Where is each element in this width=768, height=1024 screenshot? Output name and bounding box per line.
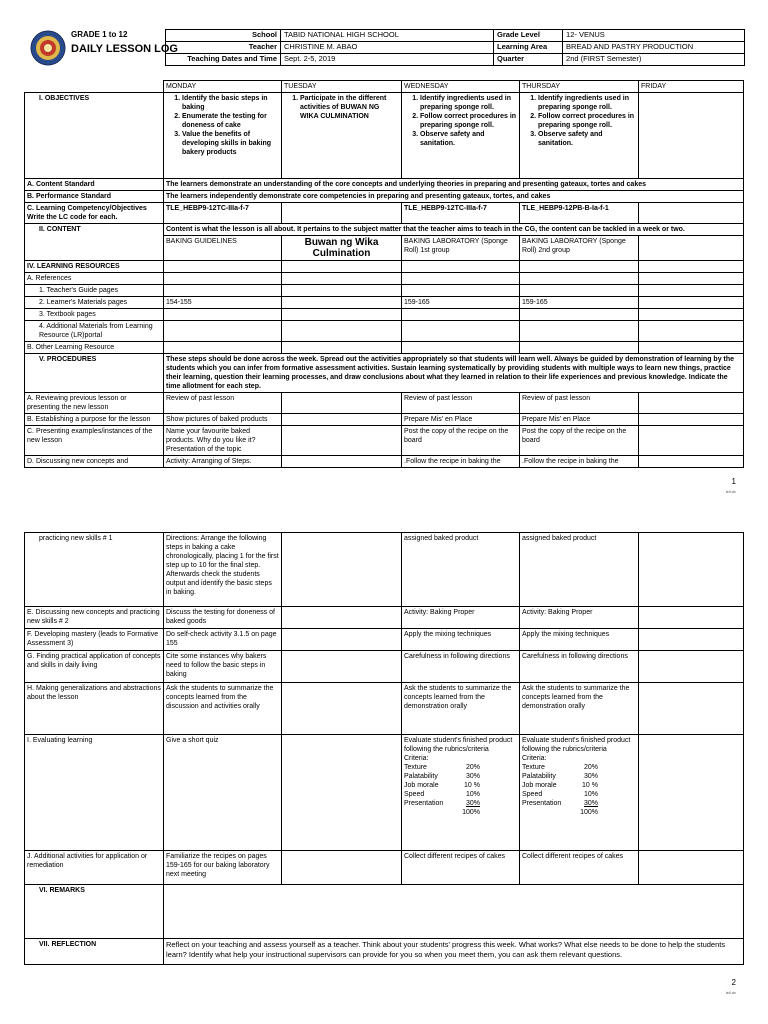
proc-d-label: D. Discussing new concepts and (25, 456, 164, 468)
proc-i-label: I. Evaluating learning (25, 735, 164, 851)
competency-thursday: TLE_HEBP9-12PB-B-Ia-f-1 (520, 203, 639, 224)
reflection-text: Reflect on your teaching and assess yourself as a teacher. Think about your students' progress this week. What works? What else needs to be done to help the students learn? Identify what help your instructional supervisors can provide for you so when you meet them, you can ask them relevant questions. (164, 939, 744, 965)
competency-monday: TLE_HEBP9-12TC-IIIa-f-7 (164, 203, 282, 224)
proc-b-monday: Show pictures of baked products (164, 414, 282, 426)
additional-materials-label: 4. Additional Materials from Learning Resource (LR)portal (25, 321, 164, 342)
page-1 (0, 0, 768, 500)
proc-j-wednesday: Collect different recipes of cakes (402, 851, 520, 885)
footer-mark-2: leli.dv (725, 990, 736, 995)
proc-j-monday: Familiarize the recipes on pages 159-165 for our baking laboratory next meeting (164, 851, 282, 885)
day-tuesday: TUESDAY (282, 81, 402, 93)
proc-g-label: G. Finding practical application of concepts and skills in daily living (25, 651, 164, 683)
proc-g-thursday: Carefulness in following directions (520, 651, 639, 683)
proc-d-monday-directions: Directions: Arrange the following steps in baking a cake chronologically, placing 1 for the first step up to 10 for the final step. Afterwards check the students output and identify the basic steps in baking. (164, 533, 282, 607)
proc-b-label: B. Establishing a purpose for the lesson (25, 414, 164, 426)
proc-h-wednesday: Ask the students to summarize the concepts learned from the demonstration orally (402, 683, 520, 735)
lesson-table-page-2 (24, 532, 744, 965)
competency-wednesday: TLE_HEBP9-12TC-IIIa-f-7 (402, 203, 520, 224)
content-standard-text: The learners demonstrate an understanding of the core concepts and underlying theories in preparing and presenting gateaux, tortes and cakes (164, 179, 744, 191)
competency-label: C. Learning Competency/Objectives Write the LC code for each. (25, 203, 164, 224)
proc-e-thursday: Activity: Baking Proper (520, 607, 639, 629)
proc-h-monday: Ask the students to summarize the concepts learned from the discussion and activities orally (164, 683, 282, 735)
page-number-2: 2 (731, 978, 736, 987)
day-monday: MONDAY (164, 81, 282, 93)
proc-c-monday: Name your favourite baked products. Why do you like it? Presentation of the topic (164, 426, 282, 456)
proc-d-thursday: .Follow the recipe in baking the (520, 456, 639, 468)
proc-f-label: F. Developing mastery (leads to Formative Assessment 3) (25, 629, 164, 651)
proc-e-label: E. Discussing new concepts and practicing new skills # 2 (25, 607, 164, 629)
document-title: DAILY LESSON LOG (71, 43, 178, 55)
learning-area-label: Learning Area (494, 42, 563, 54)
school-value: TABID NATIONAL HIGH SCHOOL (281, 30, 494, 42)
proc-h-thursday: Ask the students to summarize the concepts learned from the demonstration orally (520, 683, 639, 735)
performance-standard-label: B. Performance Standard (25, 191, 164, 203)
proc-f-thursday: Apply the mixing techniques (520, 629, 639, 651)
proc-d-thursday-cont: assigned baked product (520, 533, 639, 607)
proc-a-thursday: Review of past lesson (520, 393, 639, 414)
proc-i-monday: Give a short quiz (164, 735, 282, 851)
header-table (165, 29, 745, 66)
grade-level-label: Grade Level (494, 30, 563, 42)
content-note: Content is what the lesson is all about. It pertains to the subject matter that the teacher aims to teach in the CG, the content can be tackled in a week or two. (164, 224, 744, 236)
content-monday: BAKING GUIDELINES (164, 236, 282, 261)
proc-g-monday: Cite some instances why bakers need to follow the basic steps in baking (164, 651, 282, 683)
page-number-1: 1 (731, 477, 736, 486)
proc-f-wednesday: Apply the mixing techniques (402, 629, 520, 651)
teacher-label: Teacher (166, 42, 281, 54)
proc-d-monday: Activity: Arranging of Steps. (164, 456, 282, 468)
proc-c-label: C. Presenting examples/instances of the new lesson (25, 426, 164, 456)
proc-h-label: H. Making generalizations and abstractions about the lesson (25, 683, 164, 735)
objectives-wednesday: 1. Identify ingredients used in preparing sponge roll. 2. Follow correct procedures in preparing sponge roll. 3. Observe safety and sanitation. (402, 93, 520, 179)
procedures-label: V. PROCEDURES (25, 354, 164, 393)
proc-f-monday: Do self-check activity 3.1.5 on page 155 (164, 629, 282, 651)
proc-d-wednesday-cont: assigned baked product (402, 533, 520, 607)
remarks-label: VI. REMARKS (25, 885, 164, 939)
learning-area-value: BREAD AND PASTRY PRODUCTION (563, 42, 745, 54)
footer-mark-1: leli.dv (725, 489, 736, 494)
content-label: II. CONTENT (25, 224, 164, 261)
remarks-content (164, 885, 744, 939)
lm-pages-monday: 154-155 (164, 297, 282, 309)
proc-b-thursday: Prepare Mis' en Place (520, 414, 639, 426)
objectives-monday: 1. Identify the basic steps in baking 2. Enumerate the testing for doneness of cake 3. Value the benefits of developing skills in baking bakery products (164, 93, 282, 179)
proc-g-wednesday: Carefulness in following directions (402, 651, 520, 683)
quarter-label: Quarter (494, 54, 563, 66)
proc-i-wednesday: Evaluate student's finished product following the rubrics/criteria Criteria: Texture 20% Palatability 30% Job morale 10 % Speed 10% Presentation 30% 100% (402, 735, 520, 851)
proc-c-thursday: Post the copy of the recipe on the board (520, 426, 639, 456)
deped-seal-logo (30, 30, 66, 66)
proc-j-label: J. Additional activities for application or remediation (25, 851, 164, 885)
proc-i-thursday: Evaluate student's finished product following the rubrics/criteria Criteria: Texture 20% Palatability 30% Job morale 10 % Speed 10% Presentation 30% 100% (520, 735, 639, 851)
lm-pages-thursday: 159-165 (520, 297, 639, 309)
content-thursday: BAKING LABORATORY (Sponge Roll) 2nd group (520, 236, 639, 261)
proc-d-label-cont: practicing new skills # 1 (25, 533, 164, 607)
proc-e-monday: Discuss the testing for doneness of baked goods (164, 607, 282, 629)
proc-c-wednesday: Post the copy of the recipe on the board (402, 426, 520, 456)
learners-materials-label: 2. Learner's Materials pages (25, 297, 164, 309)
teacher-value: CHRISTINE M. ABAO (281, 42, 494, 54)
lm-pages-wednesday: 159-165 (402, 297, 520, 309)
content-standard-label: A. Content Standard (25, 179, 164, 191)
proc-d-wednesday: .Follow the recipe in baking the (402, 456, 520, 468)
reflection-label: VII. REFLECTION (25, 939, 164, 965)
teachers-guide-label: 1. Teacher's Guide pages (25, 285, 164, 297)
performance-standard-text: The learners independently demonstrate core competencies in preparing and presenting gateaux, tortes, and cakes (164, 191, 744, 203)
school-label: School (166, 30, 281, 42)
references-label: A. References (25, 273, 164, 285)
content-wednesday: BAKING LABORATORY (Sponge Roll) 1st group (402, 236, 520, 261)
proc-a-label: A. Reviewing previous lesson or presenting the new lesson (25, 393, 164, 414)
textbook-pages-label: 3. Textbook pages (25, 309, 164, 321)
dates-label: Teaching Dates and Time (166, 54, 281, 66)
proc-e-wednesday: Activity: Baking Proper (402, 607, 520, 629)
other-resources-label: B. Other Learning Resource (25, 342, 164, 354)
objectives-label: I. OBJECTIVES (25, 93, 164, 179)
procedures-note: These steps should be done across the week. Spread out the activities appropriately so that students will learn well. Always be guided by demonstration of learning by the students which you can infer from formative assessment activities. Sustain learning systematically by providing students with multiple ways to learn new things, practice their learning, question their learning processes, and draw conclusions about what they learned in relation to their life experiences and previous knowledge. Indicate the time allotment for each step. (164, 354, 744, 393)
day-friday: FRIDAY (639, 81, 744, 93)
objectives-thursday: 1. Identify ingredients used in preparing sponge roll. 2. Follow correct procedures in preparing sponge roll. 3. Observe safety and sanitation. (520, 93, 639, 179)
day-thursday: THURSDAY (520, 81, 639, 93)
learning-resources-label: IV. LEARNING RESOURCES (25, 261, 164, 273)
proc-b-wednesday: Prepare Mis' en Place (402, 414, 520, 426)
objectives-tuesday: 1. Participate in the different activities of BUWAN NG WIKA CULMINATION (282, 93, 402, 179)
lesson-table-page-1 (24, 80, 744, 468)
quarter-value: 2nd (FIRST Semester) (563, 54, 745, 66)
content-tuesday: Buwan ng Wika Culmination (282, 236, 402, 261)
grade-level-value: 12- VENUS (563, 30, 745, 42)
proc-a-wednesday: Review of past lesson (402, 393, 520, 414)
grade-range: GRADE 1 to 12 (71, 30, 128, 39)
proc-j-thursday: Collect different recipes of cakes (520, 851, 639, 885)
day-wednesday: WEDNESDAY (402, 81, 520, 93)
dates-value: Sept. 2-5, 2019 (281, 54, 494, 66)
proc-a-monday: Review of past lesson (164, 393, 282, 414)
page-2 (0, 528, 768, 1024)
